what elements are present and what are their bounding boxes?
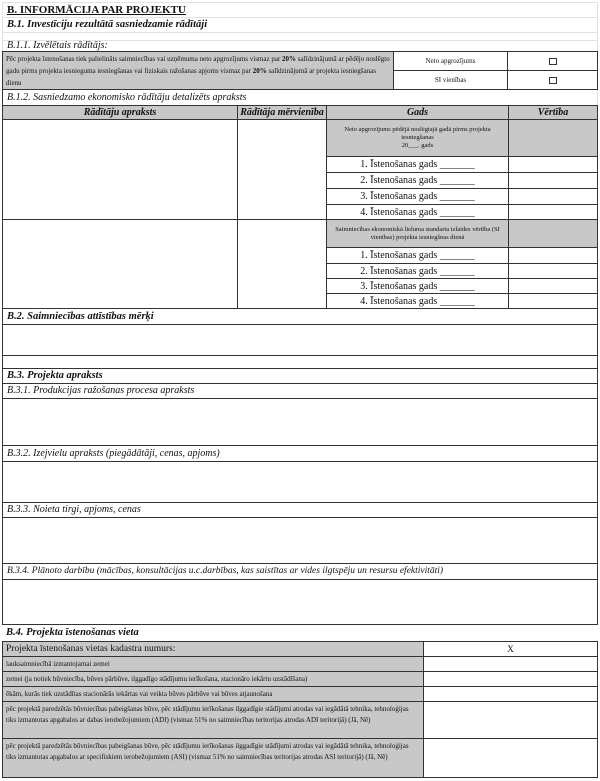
group1-year-2: 2. Īstenošanas gads _______ <box>326 172 509 189</box>
group1-value-2[interactable] <box>508 172 598 189</box>
indicator-unit-input-2[interactable] <box>237 219 327 309</box>
group2-value-header <box>508 219 598 248</box>
option-si-label: SI vienības <box>393 70 508 90</box>
b34-title: B.3.4. Plānoto darbību (mācības, konsultācijas u.c.darbības, kas saistītas ar vides ilgtspēju un resursu efektivitāti) <box>7 566 444 576</box>
b1-title: B.1. Investīciju rezultātā sasniedzamie rādītāji <box>7 19 208 30</box>
group2-year-1: 1. Īstenošanas gads _______ <box>326 247 509 264</box>
group1-value-3[interactable] <box>508 188 598 205</box>
option-neto-cell <box>507 51 598 71</box>
b11-title: B.1.1. Izvēlētais rādītājs: <box>7 40 108 51</box>
b4-title: B.4. Projekta īstenošanas vieta <box>6 627 139 638</box>
col-header-unit: Rādītāja mērvienība <box>237 105 327 120</box>
spacer-row <box>2 32 598 40</box>
group1-value-1[interactable] <box>508 156 598 173</box>
desc-text-2: salīdzinājumā ar pēdējo noslēgto gadu pirms projekta iesnieguma iesniegšanas vai fiziskais ražošanas apjoms vismaz par <box>6 55 390 75</box>
b32-title: B.3.2. Izejvielu apraksts (piegādātāji, cenas, apjoms) <box>7 448 220 459</box>
b12-title: B.1.2. Sasniedzamo ekonomisko rādītāju detalizēts apraksts <box>7 92 247 103</box>
b3-header <box>2 369 598 384</box>
b32-header <box>2 446 598 461</box>
b4-cadastre-value[interactable]: X <box>423 641 598 657</box>
b3-title: B.3. Projekta apraksts <box>7 370 103 381</box>
b4-land-value[interactable] <box>423 671 598 687</box>
b4-asi-label: pēc projektā paredzētās būvniecības pabeigšanas būve, pēc stādījumu ierīkošanas ilggadīgie stādījumi atrodas vai iegādātā tehnika, tehnoloģijas tiks izmantotas apgabalos ar specifiskiem ierobežojumiem (ASI) (vismaz 51% no saimniecības teritorijas atrodas ASI teritorijā) (Jā, Nē) <box>2 738 424 778</box>
b33-markets-input[interactable] <box>2 517 598 564</box>
b34-header <box>2 564 598 579</box>
option-neto-label: Neto apgrozījums <box>393 51 508 71</box>
b4-agri-land-value[interactable] <box>423 656 598 672</box>
b4-buildings-label: ēkām, kurās tiek uzstādītas stacionārās iekārtas vai veikta būves pārbūve vai būves atjaunošana <box>2 686 424 702</box>
b12-header <box>2 90 598 105</box>
neto-apgrozijums-checkbox[interactable] <box>549 58 557 65</box>
b31-production-process-input[interactable] <box>2 398 598 446</box>
section-b-title: B. INFORMĀCIJA PAR PROJEKTU <box>7 4 186 16</box>
indicator-unit-input-1[interactable] <box>237 119 327 220</box>
group2-value-3[interactable] <box>508 278 598 294</box>
b11-description <box>2 51 394 90</box>
pct-1: 20% <box>282 55 297 63</box>
b31-header <box>2 384 598 398</box>
pct-2: 20% <box>252 67 267 75</box>
col-header-value: Vērtība <box>508 105 598 120</box>
b34-planned-activities-input[interactable] <box>2 579 598 625</box>
group2-year-4: 4. Īstenošanas gads _______ <box>326 293 509 309</box>
col-header-description: Rādītāju apraksts <box>2 105 238 120</box>
b4-adi-value[interactable] <box>423 701 598 739</box>
desc-text-3: salīdzinājumā ar projekta iesniegšanas dienu <box>6 67 376 87</box>
b4-cadastre-label: Projekta īstenošanas vietas kadastra numurs: <box>2 641 424 657</box>
b31-title: B.3.1. Produkcijas ražošanas procesa apraksts <box>7 385 195 396</box>
group1-year-3: 3. Īstenošanas gads _______ <box>326 188 509 205</box>
group2-value-4[interactable] <box>508 293 598 309</box>
group2-value-2[interactable] <box>508 263 598 279</box>
b4-header <box>2 626 598 640</box>
b4-adi-label: pēc projektā paredzētās būvniecības pabeigšanas būve, pēc stādījumu ierīkošanas ilggadīgie stādījumi atrodas vai iegādātā tehnika, tehnoloģijas tiks izmantotas apgabalos ar dabas ierobežojumiem (ADI) (vismaz 51% no saimniecības teritorijas atrodas ADI teritorijā) (Jā, Nē) <box>2 701 424 739</box>
group2-year-2: 2. Īstenošanas gads _______ <box>326 263 509 279</box>
b4-asi-value[interactable] <box>423 738 598 778</box>
group1-header <box>326 119 509 157</box>
indicator-description-input-1[interactable] <box>2 119 238 220</box>
b33-header <box>2 503 598 517</box>
b2-title: B.2. Saimniecības attīstības mērķi <box>7 311 154 322</box>
group1-year-1: 1. Īstenošanas gads _______ <box>326 156 509 173</box>
desc-text-1: Pēc projekta īstenošanas tiek palielināts saimniecības vai uzņēmuma neto apgrozījums vismaz par <box>6 55 283 63</box>
group1-header-text: Neto apgrozījums pēdējā noslēgtajā gadā pirms projekta iesniegšanas <box>344 126 491 141</box>
group2-header: Saimniecības ekonomiskā lieluma standarta izlaides vērtība (SI vienības) projekta iesniegšnas dienā <box>326 219 509 248</box>
b11-header <box>2 40 598 51</box>
b4-land-label: zemei (ja notiek būvniecība, būves pārbūve, ilggadīgo stādījumu ierīkošana, stacionāro iekārtu uzstādīšana) <box>2 671 424 687</box>
b2-goals-input-2[interactable] <box>2 355 598 369</box>
b32-raw-materials-input[interactable] <box>2 461 598 503</box>
si-vienibas-checkbox[interactable] <box>549 77 557 84</box>
b4-buildings-value[interactable] <box>423 686 598 702</box>
b1-header <box>2 17 598 32</box>
section-b-header <box>2 2 598 17</box>
option-si-cell <box>507 70 598 90</box>
group1-value-header <box>508 119 598 157</box>
col-header-year: Gads <box>326 105 509 120</box>
b4-agri-land-label: lauksaimniecībā izmantojamai zemei <box>2 656 424 672</box>
group2-year-3: 3. Īstenošanas gads _______ <box>326 278 509 294</box>
b33-title: B.3.3. Noieta tirgi, apjoms, cenas <box>7 504 141 515</box>
b2-header <box>2 309 598 324</box>
group1-value-4[interactable] <box>508 204 598 220</box>
group1-year-4: 4. Īstenošanas gads _______ <box>326 204 509 220</box>
b2-goals-input[interactable] <box>2 324 598 356</box>
group1-header-year: 20___. gads <box>401 142 434 149</box>
indicator-description-input-2[interactable] <box>2 219 238 309</box>
group2-value-1[interactable] <box>508 247 598 264</box>
